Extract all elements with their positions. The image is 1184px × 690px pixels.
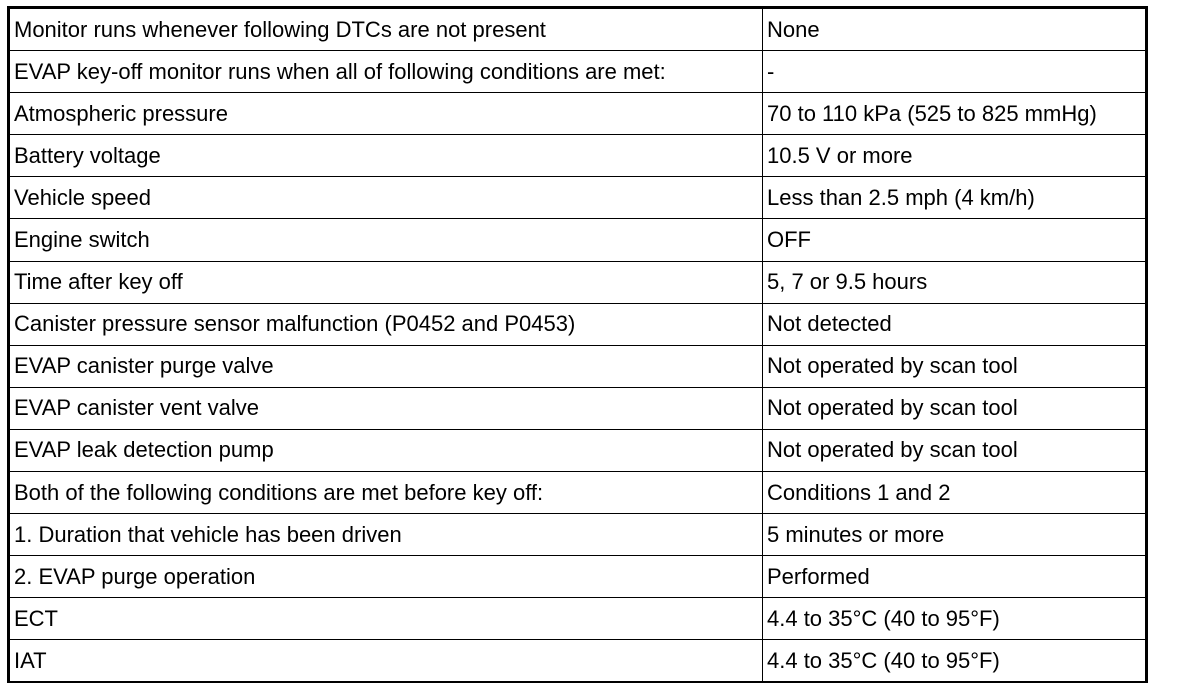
condition-cell: Vehicle speed xyxy=(10,177,763,219)
condition-cell: Engine switch xyxy=(10,219,763,261)
value-cell: OFF xyxy=(763,219,1146,261)
condition-cell: Time after key off xyxy=(10,261,763,303)
condition-cell: Battery voltage xyxy=(10,135,763,177)
value-cell: Less than 2.5 mph (4 km/h) xyxy=(763,177,1146,219)
table-row xyxy=(10,51,1146,93)
table-row xyxy=(10,387,1146,429)
value-cell: Not operated by scan tool xyxy=(763,387,1146,429)
table-row xyxy=(10,219,1146,261)
table-row xyxy=(10,640,1146,682)
condition-cell: 1. Duration that vehicle has been driven xyxy=(10,514,763,556)
table-row xyxy=(10,514,1146,556)
value-cell: Conditions 1 and 2 xyxy=(763,472,1146,514)
condition-cell: 2. EVAP purge operation xyxy=(10,556,763,598)
table-row xyxy=(10,261,1146,303)
value-cell: 4.4 to 35°C (40 to 95°F) xyxy=(763,598,1146,640)
condition-cell: ECT xyxy=(10,598,763,640)
conditions-table xyxy=(9,8,1146,683)
value-cell: Performed xyxy=(763,556,1146,598)
table-row xyxy=(10,556,1146,598)
condition-cell: Atmospheric pressure xyxy=(10,93,763,135)
condition-cell: Canister pressure sensor malfunction (P0452 and P0453) xyxy=(10,303,763,345)
value-cell: 10.5 V or more xyxy=(763,135,1146,177)
table-row xyxy=(10,345,1146,387)
table-row xyxy=(10,177,1146,219)
conditions-table-container xyxy=(7,6,1148,683)
value-cell: 70 to 110 kPa (525 to 825 mmHg) xyxy=(763,93,1146,135)
value-cell: Not operated by scan tool xyxy=(763,345,1146,387)
condition-cell: EVAP canister vent valve xyxy=(10,387,763,429)
value-cell: 5 minutes or more xyxy=(763,514,1146,556)
condition-cell: EVAP canister purge valve xyxy=(10,345,763,387)
value-cell: Not detected xyxy=(763,303,1146,345)
table-row xyxy=(10,429,1146,471)
value-cell: None xyxy=(763,9,1146,51)
value-cell: Not operated by scan tool xyxy=(763,429,1146,471)
value-cell: - xyxy=(763,51,1146,93)
table-row xyxy=(10,598,1146,640)
table-row xyxy=(10,135,1146,177)
table-row xyxy=(10,472,1146,514)
condition-cell: EVAP key-off monitor runs when all of following conditions are met: xyxy=(10,51,763,93)
condition-cell: IAT xyxy=(10,640,763,682)
condition-cell: EVAP leak detection pump xyxy=(10,429,763,471)
table-row xyxy=(10,9,1146,51)
value-cell: 4.4 to 35°C (40 to 95°F) xyxy=(763,640,1146,682)
value-cell: 5, 7 or 9.5 hours xyxy=(763,261,1146,303)
table-row xyxy=(10,93,1146,135)
table-row xyxy=(10,303,1146,345)
condition-cell: Both of the following conditions are met before key off: xyxy=(10,472,763,514)
condition-cell: Monitor runs whenever following DTCs are not present xyxy=(10,9,763,51)
